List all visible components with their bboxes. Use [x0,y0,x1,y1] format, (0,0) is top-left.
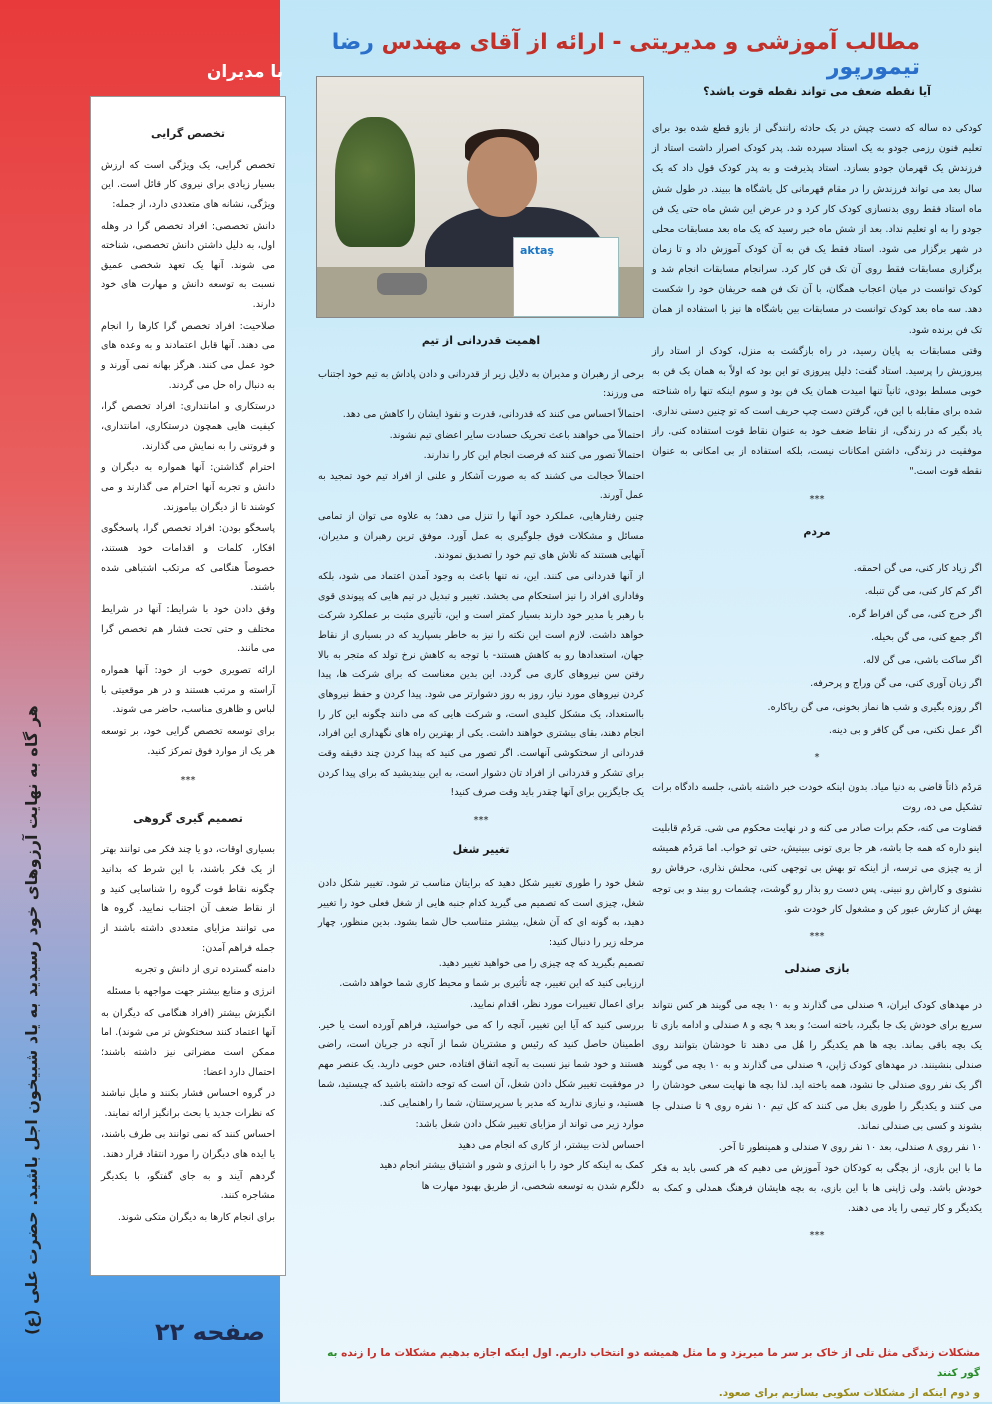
page-number: صفحه ۲۲ [155,1318,265,1346]
phone-icon [377,273,427,295]
left-para: وفق دادن خود با شرایط: آنها در شرایط مختلف و حتی تحت فشار هم تخصص گرا می مانند. [101,603,275,655]
separator-stars: *** [809,1230,825,1242]
mid-para: برخی از رهبران و مدیران به دلایل زیر از قدردانی و دادن پاداش به تیم خود اجتناب می ورزند: [318,368,644,400]
right-para: مَردُم ذاتاً قاضی به دنیا میاد. بدون اینکه خودت خبر داشته باشی، جلسه دادگاه برات تشکیل می ده، روت [652,781,982,813]
section-tag: با مدیران [206,62,284,82]
mid-para: بررسی کنید که آیا این تغییر، آنچه را که می خواستید، فراهم آورده است یا خیر. اطمینان حاصل کنید که رئیس و مشتریان شما از آنچه در جریان است، راضی هستند و خود شما نیز نسبت به آنچه اتفاق افتاده، حس خوبی دارید. یک عنصر مهم در موفقیت تغییر شکل دادن شغل، آن است که توجه داشته باشید که چیستید، شما هستید، و نیازی ندارید که مدیر یا سرپرستتان، شما را راهنمایی کند. [318,1019,644,1110]
footer-quote [316,1344,980,1404]
right-article-column [652,76,982,1326]
right-para: وقتی مسابقات به پایان رسید، در راه بازگشت به منزل، کودک از استاد راز پیروزیش را پرسید. استاد گفت: دلیل پیروزی تو این بود که اولاً به همان یک فن به خوبی مسلط بودی، ثانیاً تنها امیدت همان یک فن بود و سوم اینکه تنها راه شناخته شده برای مقابله با این فن، گرفتن دست چپ حریف است که تو چنین دستی نداری. یاد بگیر که در زندگی، از نقاط ضعف خود به عنوان نقاط قوت استفاده کنی. راز موفقیت در زندگی، داشتن امکانات نیست، بلکه استفاده از بی امکانی به عنوان نقطه قوت است." [652,345,982,478]
mid-para: چنین رفتارهایی، عملکرد خود آنها را تنزل می دهد؛ به علاوه می توان از تمامی مسائل و مشکلات فوق جلوگیری به عمل آورد. موفق ترین رهبران و مدیران، آنهایی هستند که تلاش های تیم خود را تصدیق نمودند. [318,511,644,562]
footer-line-1 [316,1344,980,1384]
left-para: انگیزش بیشتر (افراد هنگامی که دیگران به آنها اعتماد کنند سختکوش تر می شوند). اما ممکن است مضراتی نیز داشته باشند؛ احتمال دارد اعضا: [101,1007,275,1078]
person-head [467,137,537,217]
separator-stars: *** [809,493,825,505]
mid-para: موارد زیر می تواند از مزایای تغییر شکل دادن شغل باشد: [415,1118,644,1130]
separator-stars: *** [809,930,825,942]
right-title-2: مردم [803,524,831,538]
left-para: پاسخگو بودن: افراد تخصص گرا، پاسخگوی افکار، کلمات و اقدامات خود هستند، خصوصاً هنگامی که مرتکب اشتباهی شده باشند. [101,523,275,594]
left-para: انرژی و منابع بیشتر جهت مواجهه با مسئله [106,985,275,997]
left-article-box [90,96,286,1276]
mid-title-2: تغییر شغل [452,843,510,857]
author-name: رضا تیمورپور [331,30,920,80]
separator-star: * [814,751,820,763]
left-para: گردهم آیند و به جای گفتگو، با یکدیگر مشاجره کنند. [101,1170,275,1202]
poem-line: اگر ساکت باشی، می گن لاله. [862,655,982,667]
footer-line-2: و دوم اینکه از مشکلات سکویی بسازیم برای صعود. [718,1386,980,1399]
calendar-brand: aktaş [520,244,554,257]
mid-para: دلگرم شدن به توسعه شخصی، از طریق بهبود مهارت ها [421,1180,644,1192]
mid-para: احتمالاً می خواهند باعث تحریک حسادت سایر اعضای تیم نشوند. [389,429,644,441]
right-para: ما با این بازی، از بچگی به کودکان خود آموزش می دهیم که هر کسی باید به فکر خودش باشد. ولی ژاپنی ها با این بازی، به بچه هایشان فرهنگ همدلی و کمک به یکدیگر و کار تیمی را یاد می دهند. [652,1163,982,1215]
left-para: تخصص گرایی، یک ویژگی است که ارزش بسیار زیادی برای نیروی کار قائل است. این ویژگی، نشانه های متعددی دارد، از جمله: [101,159,275,210]
left-para: ارائه تصویری خوب از خود: آنها همواره آراسته و مرتب هستند و در هر موقعیتی با لباس و ظاهری مناسب، حاضر می شوند. [101,664,275,716]
right-para: ۱۰ نفر روی ۸ صندلی، بعد ۱۰ نفر روی ۷ صندلی و همینطور تا آخر. [718,1141,982,1153]
footer-red-text: مشکلات زندگی مثل تلی از خاک بر سر ما میریزد و ما مثل همیشه دو انتخاب داریم. اول اینکه اجازه بدهیم مشکلات ما را زنده [341,1347,980,1359]
poem-line: اگر جمع کنی، می گن بخیله. [870,632,982,644]
right-para: کودکی ده ساله که دست چپش در یک حادثه رانندگی از بازو قطع شده بود برای تعلیم فنون رزمی جودو به یک استاد سپرده شد. پدر کودک اصرار داشت استاد از فرزندش یک قهرمان جودو بسازد. استاد پذیرفت و به پدر کودک قول داد که یک سال بعد می تواند فرزندش را در مقام قهرمانی کل باشگاه ها ببیند. در طول شش ماه استاد فقط روی بدنسازی کودک کار کرد و در عرض این شش ماه حتی یک فن جودو را به او تعلیم نداد. بعد از شش ماه خبر رسید که یک ماه بعد مسابقات محلی در شهر برگزار می شود. استاد فقط یک فن به آن کودک آموزش داد و تا زمان برگزاری مسابقات فقط روی آن تک فن کار کرد. سرانجام مسابقات انجام شد و کودک توانست در میان اعجاب همگان، با آن تک فن همه حریفان خود را شکست دهد. سه ماه بعد کودک توانست در مسابقات بین باشگاه ها نیز با استفاده از همان تک فن برنده شود. [652,123,982,336]
left-para: برای توسعه تخصص گرایی خود، بر توسعه هر یک از موارد فوق تمرکز کنید. [101,725,275,757]
right-para: قضاوت می کنه، حکم برات صادر می کنه و در نهایت محکوم می شی. مَردُم قابلیت اینو داره که همه جا باشه، هر جا بری تونی ببینیش، حتی تو خواب. اما مَردُم همیشه از یه چیزی می ترسه، از اینکه تو بهش بی توجهی کنی، محلش نذاری، حرفاش رو نشنوی و کاراش رو نبینی. پس دست رو بذار رو گوشت، چشمات رو ببند و بی توجه بهش از کنارش عبور کن و مشغول کار خودت شو. [652,823,982,915]
mid-para: کمک به اینکه کار خود را با انرژی و شور و اشتیاق بیشتر انجام دهید [379,1160,644,1172]
title-text: مطالب آموزشی و مدیریتی - ارائه از آقای مهندس [381,30,920,55]
left-para: صلاحیت: افراد تخصص گرا کارها را انجام می دهند. آنها قابل اعتمادند و به وعده های خود عمل می کنند. هرگز بهانه نمی آورند و به دنبال راه حل می گردند. [101,320,275,391]
left-para: درستکاری و امانتداری: افراد تخصص گرا، کیفیت هایی همچون درستکاری، امانتداری، و فروتنی را به نمایش می گذارند. [101,401,275,452]
left-para: برای انجام کارها به دیگران متکی شوند. [117,1212,275,1224]
poem-line: اگر کم کار کنی، می گن تنبله. [864,585,982,597]
plant-illustration [335,117,415,247]
author-photo [316,76,644,318]
left-para: در گروه احساس فشار بکنند و مایل نباشند که نظرات جدید یا بحث برانگیز ارائه نمایند. [101,1088,275,1119]
mid-para: احتمالاً احساس می کنند که قدردانی، قدرت و نفوذ ایشان را کاهش می دهد. [342,408,644,420]
separator-stars: *** [473,814,489,826]
left-para: احترام گذاشتن: آنها همواره به دیگران و دانش و تجربه آنها احترام می گذارند و می کوشند تا از دیگران بیاموزند. [101,462,275,513]
right-title-3: بازی صندلی [784,961,850,975]
mid-para: از آنها قدردانی می کنند. این، نه تنها باعث به وجود آمدن اعتماد می شود، بلکه وفاداری افراد را نیز استحکام می بخشد. تغییر و تبدیل در تیم هایی که پیوندی قوی با رهبر یا مدیر خود دارند بسیار کمتر است و این، تأثیری مثبت بر عملکرد شرکت خواهد داشت. لازم است این نکته را نیز به خاطر بسپارید که در بسیاری از نقاط جهان، استعدادها رو به کاهش هستند- با توجه به کاهش نرخ تولد که متجر به بالا رفتن سن نیروهای کاری می گردد. این بدین معناست که برای شرکت ها، پیدا کردن نیروهای مورد نیاز، روز به روز دشوارتر می شود. پیدا کردن و حفظ نیروهای بااستعداد، یک مشکل کلیدی است، و شرکت هایی که می دانند چگونه این کار را انجام دهند، بقای بیشتری خواهند داشت. یکی از بهترین راه های نگهداری این افراد، قدردانی از سختکوشی آنهاست. اگر تصور می کنید که پیدا کردن چند دقیقه وقت برای تشکر و قدردانی از افراد تان دشوار است، به این بیندیشید که برای پیدا کردن یک جایگزین برای آنها چقدر باید وقت صرف کنید! [318,571,644,799]
poem [652,559,982,741]
left-title-1: تخصص گرایی [150,127,225,140]
right-title-1: آیا نقطه ضعف می تواند نقطه قوت باشد؟ [703,85,931,98]
poem-line: اگر روزه بگیری و شب ها نماز بخونی، می گن ریاکاره. [767,701,982,713]
mid-title-1: اهمیت قدردانی از تیم [421,334,541,347]
mid-para: شغل خود را طوری تغییر شکل دهید که برایتان مناسب تر شود. تغییر شکل دادن شغل، چیزی است که تصمیم می گیرید کدام جنبه هایی از شغل فعلی خود را تغییر دهید، به گونه ای که آن شغل، بیشتر متناسب حال شما بشود. بدین منظور، چهار مرحله زیر را دنبال کنید: [318,878,644,948]
desk-calendar [513,237,619,317]
left-title-2: تصمیم گیری گروهی [133,811,243,825]
mid-para: برای اعمال تغییرات مورد نظر، اقدام نمایید. [470,998,644,1010]
left-para: احساس کنند که نمی توانند بی طرف باشند، یا ایده های دیگران را مورد انتقاد قرار دهند. [101,1129,275,1161]
left-para: دامنه گسترده تری از دانش و تجربه [134,964,275,976]
poem-line: اگر خرج کنی، می گن افراط گره. [848,609,982,620]
poem-line: اگر عمل نکنی، می گن کافر و بی دینه. [828,724,982,736]
mid-para: احتمالاً تصور می کنند که فرصت انجام این کار را ندارند. [423,450,644,462]
footer-green-text: به گور کنند [327,1347,980,1379]
left-para: دانش تخصصی: افراد تخصص گرا در وهله اول، به دلیل داشتن دانش تخصصی، شناخته می شوند. آنها یک تعهد شخصی عمیق نسبت به توسعه دانش و مهارت های خود دارند. [101,220,275,311]
vertical-quote: هر گاه به نهایت آرزوهای خود رسیدید به یاد شبیخون اجل باشید. حضرت علی (ع) [22,705,41,1335]
mid-para: ارزیابی کنید که این تغییر، چه تأثیری بر شما و محیط کاری شما خواهد داشت. [339,978,644,990]
separator-stars: *** [180,775,196,787]
mid-para: تصمیم بگیرید که چه چیزی را می خواهید تغییر دهید. [438,957,644,969]
poem-line: اگر زبان آوری کنی، می گن وراج و پرحرفه. [810,678,982,690]
left-para: بسیاری اوقات، دو یا چند فکر می توانند بهتر از یک فکر باشند، با این شرط که بدانید چگونه نقاط قوت گروه را شناسایی کنید و از نقاط ضعف آن اجتناب نمایید. گروه ها می توانند مزایای متعددی داشته باشند از جمله فراهم آمدن: [101,844,275,954]
middle-article-column [318,324,644,1324]
right-para: در مهدهای کودک ایران، ۹ صندلی می گذارند و به ۱۰ بچه می گویند هر کس نتواند سریع برای خودش یک جا بگیرد، باخته است؛ و بعد ۹ بچه و ۸ صندلی و ادامه بازی تا یک بچه باقی بماند. بچه ها هم یکدیگر را هُل می دهند تا خودشان بتوانند روی صندلی بنشینند. در مهدهای کودک ژاپن، ۹ صندلی می گذارند و به ۱۰ بچه می گویند اگر یک نفر روی صندلی جا نشود، همه باخته اید. لذا بچه ها نهایت سعی خودشان را می کنند و یکدیگر را طوری بغل می کنند که کل تیم ۱۰ نفره روی ۹ تا صندلی جا بشوند و کسی بی صندلی نماند. [652,999,983,1132]
mid-para: احساس لذت بیشتر، از کاری که انجام می دهید [457,1139,644,1151]
mid-para: احتمالاً خجالت می کشند که به صورت آشکار و علنی از افراد تیم خود تمجید به عمل آورند. [318,470,644,502]
page-title [320,30,920,80]
poem-line: اگر زیاد کار کنی، می گن احمقه. [853,562,982,574]
